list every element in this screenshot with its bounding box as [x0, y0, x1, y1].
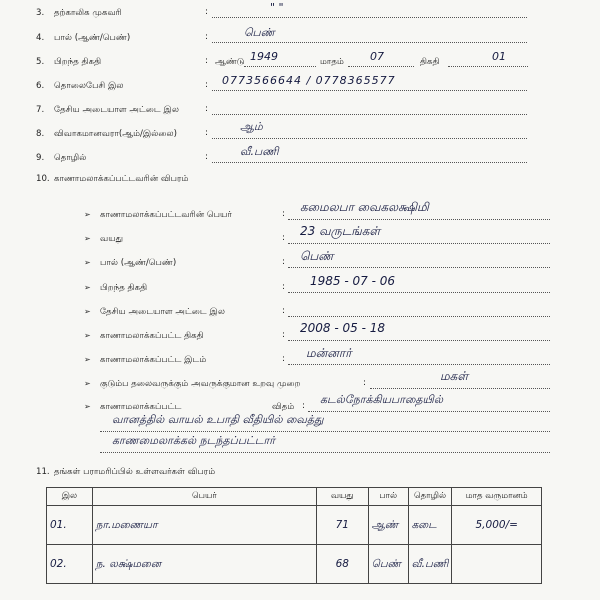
manner-line-1: [308, 411, 550, 412]
missing-age-line: [288, 243, 550, 244]
colon: :: [205, 80, 209, 90]
row-8-num: 8.: [36, 129, 45, 139]
dob-month-line: [348, 66, 414, 67]
married-line: [212, 138, 527, 139]
missing-name-value: கமைலபா வைகலக்ஷிமி: [300, 200, 429, 214]
row-name: நா.மணையா: [92, 506, 316, 545]
dob-label: பிறந்த திகதி: [54, 57, 102, 67]
colon: :: [205, 7, 209, 17]
nic-line: [212, 114, 527, 115]
sex-label: பால் (ஆண்/பெண்): [54, 33, 131, 43]
colon: :: [282, 209, 286, 219]
arrow-bullet-icon: ➢: [84, 355, 91, 364]
row-income: 5,000/=: [452, 506, 542, 545]
row-age: 71: [316, 506, 368, 545]
colon: :: [205, 128, 209, 138]
colon: :: [205, 152, 209, 162]
dob-month-value: 07: [370, 50, 384, 63]
section-11-title: தங்கள் பராமரிப்பில் உள்ளவர்கள் விபரம்: [54, 467, 216, 477]
missing-name-label: காணாமலாக்கப்பட்டவரின் பெயர்: [100, 210, 232, 220]
manner-value-2: வானத்தில் வாயல் உபாதி வீதியில் வைத்து: [112, 413, 324, 426]
header-name: பெயர்: [92, 488, 316, 506]
missing-age-label: வயது: [100, 234, 124, 244]
missing-dob-value: 1985 - 07 - 06: [310, 274, 395, 288]
row-occupation: கடை: [408, 506, 452, 545]
manner-value-3: காணமைலாக்கல் நடந்தப்பட்டார்: [112, 434, 276, 447]
manner-label: காணாமலாக்கப்பட்ட: [100, 402, 182, 412]
arrow-bullet-icon: ➢: [84, 331, 91, 340]
arrow-bullet-icon: ➢: [84, 234, 91, 243]
sex-line: [212, 42, 527, 43]
colon: :: [282, 282, 286, 292]
occupation-line: [212, 162, 527, 163]
missing-dob-line: [288, 292, 550, 293]
married-label: விவாகமானவரா(ஆம்/இல்லை): [54, 129, 178, 139]
row-sex: பெண்: [368, 545, 408, 584]
header-age: வயது: [316, 488, 368, 506]
row-name: ந. லக்ஷ்மனை: [92, 545, 316, 584]
row-4-num: 4.: [36, 33, 45, 43]
manner-value-1: கடல்நோக்கியபாதையில்: [320, 393, 443, 406]
manner-line-3: [100, 452, 550, 453]
temp-address-label: தற்காலிக முகவரி: [54, 8, 122, 18]
section-10-title: காணாமலாக்கப்பட்டவரின் விபரம்: [54, 174, 189, 184]
colon: :: [205, 56, 209, 66]
colon: :: [205, 104, 209, 114]
row-6-num: 6.: [36, 81, 45, 91]
missing-nic-label: தேசிய அடையாள அட்டை இல: [100, 307, 225, 317]
row-5-num: 5.: [36, 57, 45, 67]
colon: :: [282, 306, 286, 316]
nic-label: தேசிய அடையாள அட்டை இல: [54, 105, 179, 115]
missing-place-value: மன்னார்: [306, 346, 352, 360]
manner-sublabel: விதம்: [272, 402, 295, 412]
phone-value: 0773566644 / 0778365577: [222, 74, 396, 87]
manner-line-2: [100, 431, 550, 432]
missing-dob-label: பிறந்த திகதி: [100, 283, 148, 293]
arrow-bullet-icon: ➢: [84, 307, 91, 316]
dob-year-value: 1949: [250, 50, 278, 63]
row-3-num: 3.: [36, 8, 45, 18]
missing-place-label: காணாமலாக்கப்பட்ட இடம்: [100, 355, 207, 365]
dob-day-line: [448, 66, 528, 67]
header-income: மாத வருமானம்: [452, 488, 542, 506]
missing-date-label: காணாமலாக்கப்பட்ட திகதி: [100, 331, 204, 341]
dob-day-value: 01: [492, 50, 506, 63]
row-sex: ஆண்: [368, 506, 408, 545]
phone-label: தொலைபேசி இல: [54, 81, 124, 91]
dob-year-line: [244, 66, 316, 67]
relationship-line: [370, 388, 550, 389]
row-7-num: 7.: [36, 105, 45, 115]
table-header-row: [47, 488, 542, 506]
table-row: [47, 506, 542, 545]
missing-date-line: [288, 340, 550, 341]
missing-nic-line: [288, 316, 550, 317]
row-occupation: வீ.பணி: [408, 545, 452, 584]
dependents-table: [46, 487, 542, 584]
missing-name-line: [288, 219, 550, 220]
temp-address-line: [212, 17, 527, 18]
arrow-bullet-icon: ➢: [84, 283, 91, 292]
missing-sex-line: [288, 267, 550, 268]
row-no: 02.: [47, 545, 93, 584]
row-9-num: 9.: [36, 153, 45, 163]
header-no: இல: [47, 488, 93, 506]
row-age: 68: [316, 545, 368, 584]
married-value: ஆம்: [240, 120, 263, 133]
missing-age-value: 23 வருடங்கள்: [300, 224, 381, 238]
occupation-value: வீ.பணி: [240, 145, 279, 158]
occupation-label: தொழில்: [54, 153, 87, 163]
row-income: [452, 545, 542, 584]
colon: :: [302, 401, 306, 411]
missing-sex-value: பெண்: [300, 249, 334, 263]
row-no: 01.: [47, 506, 93, 545]
header-occupation: தொழில்: [408, 488, 452, 506]
missing-place-line: [288, 364, 550, 365]
table-row: [47, 545, 542, 584]
missing-date-value: 2008 - 05 - 18: [300, 321, 385, 335]
sex-value: பெண்: [244, 26, 275, 39]
colon: :: [282, 354, 286, 364]
phone-line: [212, 90, 527, 91]
arrow-bullet-icon: ➢: [84, 379, 91, 388]
colon: :: [282, 257, 286, 267]
colon: :: [282, 330, 286, 340]
missing-sex-label: பால் (ஆண்/பெண்): [100, 258, 177, 268]
colon: :: [282, 233, 286, 243]
dob-year-label: ஆண்டு: [215, 57, 245, 67]
section-10-num: 10.: [36, 174, 50, 184]
arrow-bullet-icon: ➢: [84, 402, 91, 411]
dob-month-label: மாதம்: [320, 57, 344, 67]
dob-day-label: திகதி: [420, 57, 440, 67]
temp-address-value: " ": [270, 1, 284, 14]
relationship-value: மகள்: [440, 369, 469, 383]
relationship-label: குடும்ப தலைவருக்கும் அவருக்குமான உறவு முறை: [100, 379, 301, 389]
colon: :: [205, 32, 209, 42]
section-11-num: 11.: [36, 467, 50, 477]
arrow-bullet-icon: ➢: [84, 210, 91, 219]
colon: :: [363, 378, 367, 388]
header-sex: பால்: [368, 488, 408, 506]
arrow-bullet-icon: ➢: [84, 258, 91, 267]
